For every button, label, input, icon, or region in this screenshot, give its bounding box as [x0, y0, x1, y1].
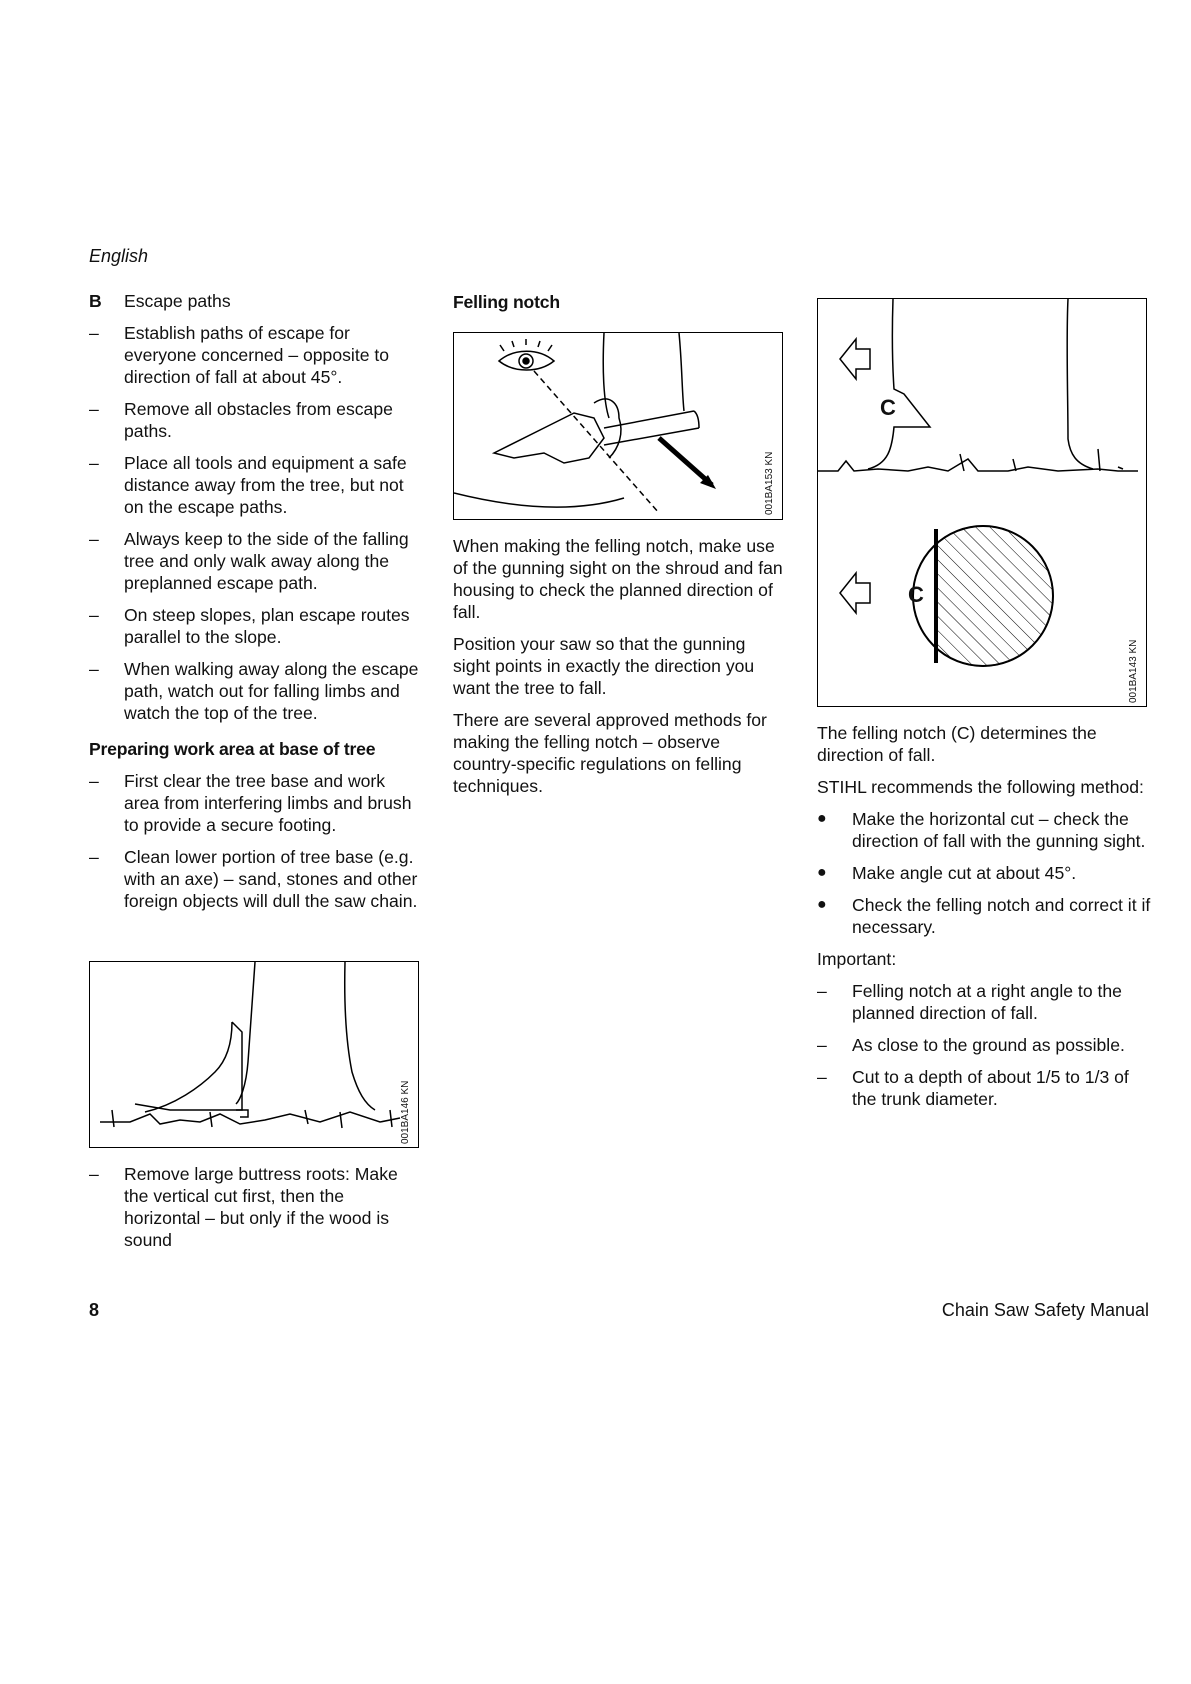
column-1: [89, 290, 419, 922]
dash-marker: –: [89, 399, 99, 419]
list-item: [89, 1163, 419, 1251]
list-item: [89, 604, 419, 648]
important-label: Important:: [817, 949, 897, 969]
felling-notch-illustration: [818, 299, 1148, 708]
gunning-sight-figure: [453, 332, 783, 520]
list-item: [89, 452, 419, 518]
dash-marker: –: [89, 529, 99, 549]
figure-code: 001BA153 KN: [764, 451, 775, 515]
dash-marker: –: [817, 981, 827, 1001]
list-item-text: Place all tools and equipment a safe distance away from the tree, but not on the escape paths.: [124, 453, 407, 517]
language-label: English: [89, 246, 149, 266]
paragraph: Position your saw so that the gunning sight points in exactly the direction you want the tree to fall.: [453, 634, 755, 698]
list-item-text: Remove large buttress roots: Make the vertical cut first, then the horizontal – but only if the wood is sound: [124, 1164, 398, 1250]
column-1-continued: [89, 1163, 419, 1261]
paragraph: There are several approved methods for making the felling notch – observe country-specific regulations on felling techniques.: [453, 710, 767, 796]
list-item-text: As close to the ground as possible.: [852, 1035, 1125, 1055]
list-item-text: First clear the tree base and work area from interfering limbs and brush to provide a secure footing.: [124, 771, 412, 835]
section-b-heading: [89, 290, 419, 312]
dash-marker: –: [89, 659, 99, 679]
section-title: Escape paths: [124, 291, 231, 311]
list-item-text: Always keep to the side of the falling tree and only walk away along the preplanned escape path.: [124, 529, 409, 593]
prep-heading: Preparing work area at base of tree: [89, 739, 376, 759]
paragraph: The felling notch (C) determines the direction of fall.: [817, 723, 1097, 765]
bullet-marker: ●: [817, 896, 827, 913]
list-item-text: When walking away along the escape path, watch out for falling limbs and watch the top of the tree.: [124, 659, 419, 723]
bullet-text: Check the felling notch and correct it if necessary.: [852, 895, 1151, 937]
column-2-text: [453, 535, 783, 807]
dash-marker: –: [89, 605, 99, 625]
list-item: [89, 658, 419, 724]
page-number: 8: [89, 1300, 100, 1320]
list-item-text: Cut to a depth of about 1/5 to 1/3 of the trunk diameter.: [852, 1067, 1129, 1109]
bullet-text: Make the horizontal cut – check the direction of fall with the gunning sight.: [852, 809, 1146, 851]
dash-marker: –: [89, 453, 99, 473]
dash-marker: –: [89, 847, 99, 867]
figure-code: 001BA146 KN: [400, 1080, 411, 1144]
dash-marker: –: [89, 1164, 99, 1184]
buttress-root-figure: [89, 961, 419, 1148]
bullet-marker: ●: [817, 810, 827, 827]
notch-label-bottom: C: [908, 582, 924, 607]
list-item-text: Remove all obstacles from escape paths.: [124, 399, 393, 441]
list-item-text: Felling notch at a right angle to the planned direction of fall.: [852, 981, 1122, 1023]
bullet-marker: ●: [817, 864, 827, 881]
dash-marker: –: [817, 1067, 827, 1087]
dash-marker: –: [89, 771, 99, 791]
dash-marker: –: [817, 1035, 827, 1055]
column-3-text: [817, 722, 1152, 1120]
bullet-item: [817, 894, 1152, 938]
bullet-item: [817, 862, 1152, 884]
list-item: [89, 770, 419, 836]
list-item: [817, 980, 1152, 1024]
list-item: [89, 398, 419, 442]
felling-notch-figure: [817, 298, 1147, 707]
dash-marker: –: [89, 323, 99, 343]
felling-notch-heading: Felling notch: [453, 292, 560, 312]
list-item: [89, 846, 419, 912]
bullet-item: [817, 808, 1152, 852]
notch-label-top: C: [880, 395, 896, 420]
list-item: [89, 528, 419, 594]
footer-title: Chain Saw Safety Manual: [941, 1300, 1149, 1320]
list-item: [817, 1066, 1152, 1110]
buttress-root-illustration: [90, 962, 420, 1149]
section-marker: B: [89, 291, 102, 311]
list-item-text: Clean lower portion of tree base (e.g. with an axe) – sand, stones and other foreign objects will dull the saw chain.: [124, 847, 418, 911]
gunning-sight-illustration: [454, 333, 784, 521]
paragraph: When making the felling notch, make use of the gunning sight on the shroud and fan housing to check the planned direction of fall.: [453, 536, 783, 622]
paragraph: STIHL recommends the following method:: [817, 777, 1144, 797]
bullet-text: Make angle cut at about 45°.: [852, 863, 1077, 883]
list-item-text: On steep slopes, plan escape routes parallel to the slope.: [124, 605, 410, 647]
list-item: [89, 322, 419, 388]
list-item-text: Establish paths of escape for everyone concerned – opposite to direction of fall at about 45°.: [124, 323, 390, 387]
figure-code: 001BA143 KN: [1128, 639, 1139, 703]
list-item: [817, 1034, 1152, 1056]
